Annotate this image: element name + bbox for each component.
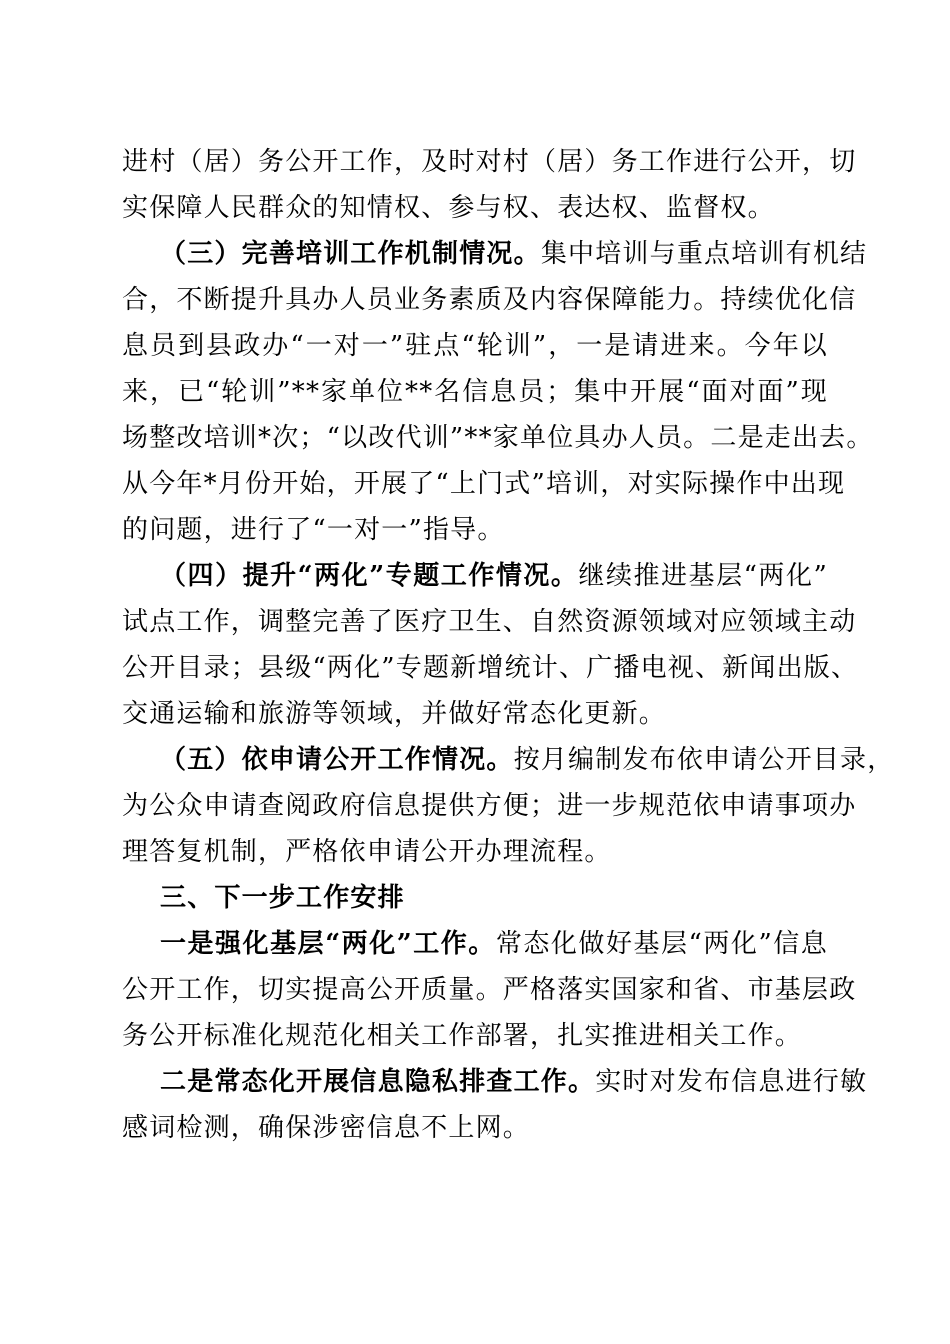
paragraph-5-line-2: 公开工作，切实提高公开质量。严格落实国家和省、市基层政 xyxy=(122,975,857,1005)
paragraph-6-lead: 二是常态化开展信息隐私排查工作。 xyxy=(160,1067,596,1097)
paragraph-2-line-7: 的问题，进行了“一对一”指导。 xyxy=(122,515,505,545)
paragraph-4-line-3: 理答复机制，严格依申请公开办理流程。 xyxy=(122,837,612,867)
paragraph-3-line-2: 试点工作，调整完善了医疗卫生、自然资源领域对应领域主动 xyxy=(122,607,857,637)
paragraph-1-line-1: 进村（居）务公开工作，及时对村（居）务工作进行公开，切 xyxy=(122,147,857,177)
paragraph-2-line-1-text: 集中培训与重点培训有机结 xyxy=(540,239,868,269)
paragraph-4-line-2: 为公众申请查阅政府信息提供方便；进一步规范依申请事项办 xyxy=(122,791,857,821)
paragraph-2-line-2: 合，不断提升具办人员业务素质及内容保障能力。持续优化信 xyxy=(122,285,857,315)
paragraph-2-line-4: 来，已“轮训”**家单位**名信息员；集中开展“面对面”现 xyxy=(122,377,828,407)
paragraph-4-line-1-text: 按月编制发布依申请公开目录， xyxy=(513,745,895,775)
paragraph-4-lead: （五）依申请公开工作情况。 xyxy=(160,745,514,775)
paragraph-5-lead: 一是强化基层“两化”工作。 xyxy=(160,929,496,959)
paragraph-2-line-3: 息员到县政办“一对一”驻点“轮训”，一是请进来。今年以 xyxy=(122,331,828,361)
paragraph-2-lead: （三）完善培训工作机制情况。 xyxy=(160,239,541,269)
paragraph-2-line-5: 场整改培训*次；“以改代训”**家单位具办人员。二是走出去。 xyxy=(122,423,874,453)
paragraph-3-line-3: 公开目录；县级“两化”专题新增统计、广播电视、新闻出版、 xyxy=(122,653,859,683)
paragraph-1-line-2: 实保障人民群众的知情权、参与权、表达权、监督权。 xyxy=(122,193,775,223)
paragraph-3-line-1 xyxy=(160,560,828,592)
paragraph-5-line-1 xyxy=(160,928,828,960)
paragraph-5-line-1-text: 常态化做好基层“两化”信息 xyxy=(495,929,828,959)
paragraph-3-lead: （四）提升“两化”专题工作情况。 xyxy=(160,561,579,591)
paragraph-2-line-1 xyxy=(160,238,868,270)
paragraph-3-line-1-text: 继续推进基层“两化” xyxy=(578,561,828,591)
paragraph-6-line-1-text: 实时对发布信息进行敏 xyxy=(595,1067,868,1097)
paragraph-6-line-2: 感词检测，确保涉密信息不上网。 xyxy=(122,1113,531,1143)
paragraph-3-line-4: 交通运输和旅游等领域，并做好常态化更新。 xyxy=(122,699,667,729)
paragraph-6-line-1 xyxy=(160,1066,868,1098)
paragraph-2-line-6: 从今年*月份开始，开展了“上门式”培训，对实际操作中出现 xyxy=(122,469,846,499)
paragraph-4-line-1 xyxy=(160,744,895,776)
paragraph-5-line-3: 务公开标准化规范化相关工作部署，扎实推进相关工作。 xyxy=(122,1021,803,1051)
section-3-heading: 三、下一步工作安排 xyxy=(160,883,405,913)
